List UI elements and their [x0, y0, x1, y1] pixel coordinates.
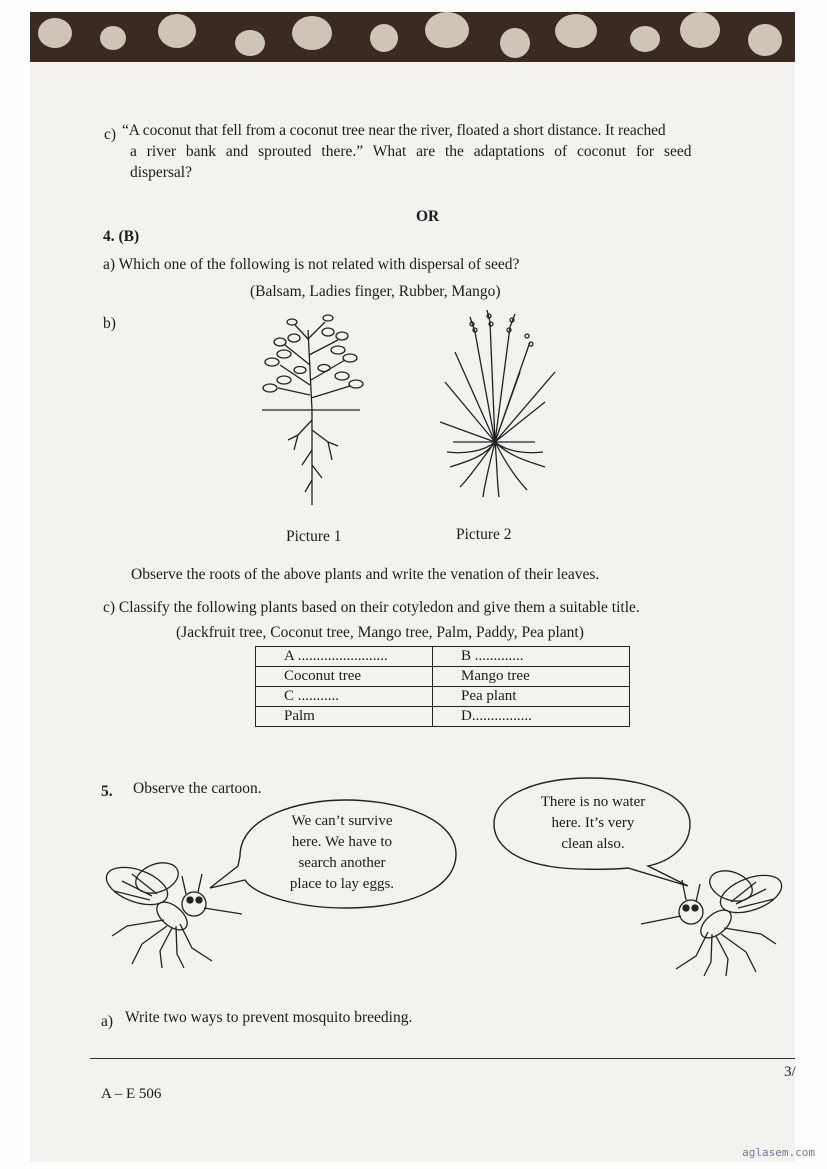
q5-number: 5. — [101, 783, 113, 800]
table-cell: D................ — [433, 707, 630, 727]
bubble-left-line: here. We have to — [291, 834, 393, 850]
q4b-a-question: a) Which one of the following is not related with dispersal of seed? — [103, 256, 520, 273]
q4b-c-options: (Jackfruit tree, Coconut tree, Mango tree, Palm, Paddy, Pea plant) — [176, 624, 584, 641]
or-label: OR — [416, 208, 440, 225]
picture2-monocot-plant — [435, 312, 565, 502]
table-row — [256, 647, 630, 667]
mosquito-right-illustration — [636, 864, 788, 979]
footer-divider — [90, 1058, 795, 1059]
bubble-left-line: place to lay eggs. — [289, 876, 395, 892]
q4c-label: c) — [104, 126, 117, 143]
table-row — [256, 707, 630, 727]
q4b-a-options: (Balsam, Ladies finger, Rubber, Mango) — [250, 283, 501, 300]
q4c-line1: “A coconut that fell from a coconut tree near the river, floated a short distance. It reached — [122, 122, 666, 139]
q4c-line3: dispersal? — [130, 164, 192, 181]
table-cell: Mango tree — [433, 667, 630, 687]
q4b-b-question: Observe the roots of the above plants and write the venation of their leaves. — [131, 566, 600, 583]
bubble-right-line: There is no water — [540, 794, 646, 810]
q4c-line2: a river bank and sprouted there.” What are the adaptations of coconut for seed — [130, 143, 692, 160]
mosquito-left-illustration — [102, 856, 247, 971]
speech-bubble-right — [518, 792, 668, 855]
q4b-b-label: b) — [103, 315, 116, 332]
table-row — [256, 687, 630, 707]
table-cell: B ............. — [433, 647, 630, 667]
bubble-right-line: clean also. — [561, 836, 625, 852]
q5-prompt: Observe the cartoon. — [133, 780, 262, 797]
table-cell: C ........... — [256, 687, 433, 707]
table-cell: Coconut tree — [256, 667, 433, 687]
table-cell: A ........................ — [256, 647, 433, 667]
classification-table — [255, 646, 630, 727]
picture2-caption: Picture 2 — [456, 526, 512, 543]
q5-a-label: a) — [101, 1013, 114, 1030]
bubble-right-line: here. It’s very — [551, 815, 635, 831]
q5-a-question: Write two ways to prevent mosquito breeding. — [125, 1009, 413, 1026]
q4b-number: 4. (B) — [103, 228, 140, 245]
floral-background — [30, 12, 795, 68]
table-cell: Palm — [256, 707, 433, 727]
bubble-left-line: search another — [298, 855, 386, 871]
picture1-dicot-plant — [250, 310, 380, 510]
speech-bubble-left — [262, 811, 422, 895]
table-row — [256, 667, 630, 687]
table-cell: Pea plant — [433, 687, 630, 707]
bubble-left-line: We can’t survive — [291, 813, 393, 829]
picture1-caption: Picture 1 — [286, 528, 342, 545]
footer-page-number: 3/ — [784, 1064, 796, 1080]
footer-code: A – E 506 — [101, 1086, 162, 1102]
watermark: aglasem.com — [742, 1146, 815, 1159]
q4b-c-question: c) Classify the following plants based on their cotyledon and give them a suitable title. — [103, 599, 640, 616]
